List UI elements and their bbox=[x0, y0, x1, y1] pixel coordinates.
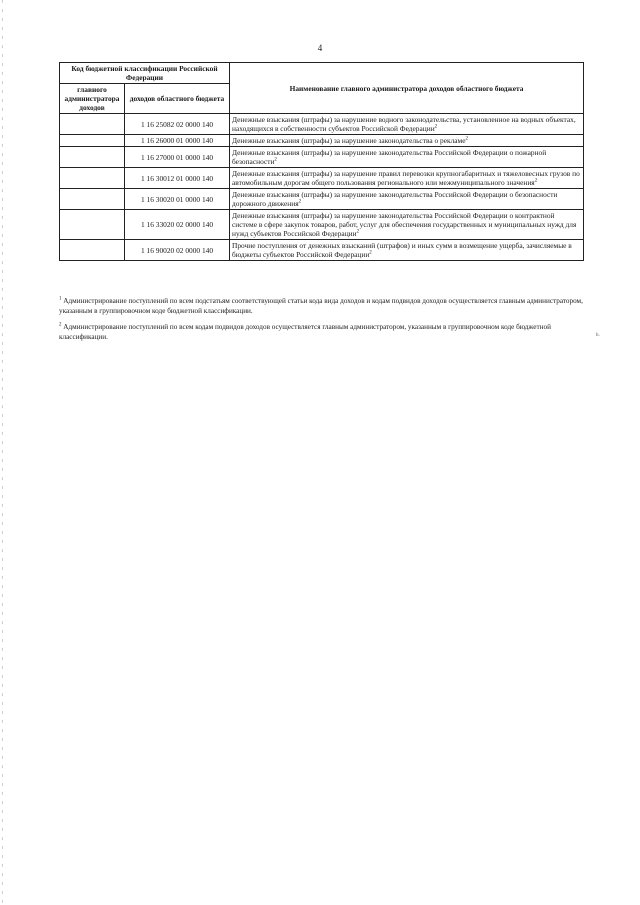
scan-edge-artifact bbox=[2, 0, 3, 905]
revenue-name-cell bbox=[230, 135, 584, 147]
footnote-ref: 2 bbox=[434, 124, 438, 130]
table-row bbox=[60, 210, 584, 240]
footnote-text: Администрирование поступлений по всем кодам подвидов доходов осуществляется главным администратором, указанным в группировочном коде бюджетной классификации. bbox=[59, 323, 551, 341]
footnote-mark: 1 bbox=[59, 296, 62, 302]
footnotes bbox=[59, 297, 584, 349]
table-row bbox=[60, 135, 584, 147]
table-header-row bbox=[60, 63, 584, 84]
footnote-ref: 2 bbox=[298, 199, 302, 205]
revenue-name-cell bbox=[230, 240, 584, 261]
footnote-ref: 2 bbox=[356, 229, 360, 235]
revenue-name-cell bbox=[230, 147, 584, 168]
page-number: 4 bbox=[317, 43, 323, 53]
revenue-code-cell: 1 16 25082 02 0000 140 bbox=[125, 114, 230, 135]
table-row bbox=[60, 147, 584, 168]
revenue-name-text: Денежные взыскания (штрафы) за нарушение законодательства о рекламе bbox=[232, 136, 466, 145]
revenue-code-cell: 1 16 90020 02 0000 140 bbox=[125, 240, 230, 261]
footnote-ref: 2 bbox=[465, 136, 469, 142]
admin-cell bbox=[60, 189, 125, 210]
revenue-name-text: Денежные взыскания (штрафы) за нарушение законодательства Российской Федерации о пожарной безопасности bbox=[232, 148, 547, 166]
admin-cell bbox=[60, 135, 125, 147]
footnote-text: Администрирование поступлений по всем подстатьям соответствующей статьи кода вида доходов и кодам подвидов доходов осуществляется главным администратором, указанным в группировочном коде бюджетной классификации. bbox=[59, 297, 583, 315]
revenue-code-cell: 1 16 26000 01 0000 140 bbox=[125, 135, 230, 147]
scan-mark: b. bbox=[596, 333, 600, 338]
admin-cell bbox=[60, 240, 125, 261]
header-classification-code: Код бюджетной классификации Российской Федерации bbox=[60, 63, 230, 84]
revenue-code-cell: 1 16 30020 01 0000 140 bbox=[125, 189, 230, 210]
revenue-name-text: Денежные взыскания (штрафы) за нарушение правил перевозки крупногабаритных и тяжеловесных грузов по автомобильным дорогам общего пользования регионального или межмуниципального значения bbox=[232, 169, 580, 187]
revenue-code-cell: 1 16 33020 02 0000 140 bbox=[125, 210, 230, 240]
admin-cell bbox=[60, 168, 125, 189]
table-row bbox=[60, 189, 584, 210]
table-row bbox=[60, 240, 584, 261]
revenue-name-text: Денежные взыскания (штрафы) за нарушение законодательства Российской Федерации о контрактной системе в сфере закупок товаров, работ, услуг для обеспечения государственных и муниципальных нужд для нужд субъектов Российской Федерации bbox=[232, 211, 577, 238]
footnote-ref: 2 bbox=[534, 178, 538, 184]
admin-cell bbox=[60, 210, 125, 240]
budget-classification-table bbox=[59, 62, 584, 261]
header-revenue-code: доходов областного бюджета bbox=[125, 84, 230, 114]
table-row bbox=[60, 168, 584, 189]
admin-cell bbox=[60, 147, 125, 168]
revenue-code-cell: 1 16 27000 01 0000 140 bbox=[125, 147, 230, 168]
footnote-1 bbox=[59, 297, 584, 316]
footnote-mark: 2 bbox=[59, 322, 62, 328]
revenue-name-cell bbox=[230, 114, 584, 135]
admin-cell bbox=[60, 114, 125, 135]
revenue-name-cell bbox=[230, 189, 584, 210]
footnote-2 bbox=[59, 323, 584, 342]
revenue-name-cell bbox=[230, 168, 584, 189]
revenue-name-text: Денежные взыскания (штрафы) за нарушение водного законодательства, установленное на водных объектах, находящихся в собственности субъектов Российской Федерации bbox=[232, 115, 576, 133]
header-main-administrator: главного администратора доходов bbox=[60, 84, 125, 114]
header-administrator-name: Наименование главного администратора доходов областного бюджета bbox=[230, 63, 584, 114]
revenue-code-cell: 1 16 30012 01 0000 140 bbox=[125, 168, 230, 189]
footnote-ref: 2 bbox=[274, 157, 277, 163]
revenue-name-text: Денежные взыскания (штрафы) за нарушение законодательства Российской Федерации о безопасности дорожного движения bbox=[232, 190, 558, 208]
revenue-name-text: Прочие поступления от денежных взысканий (штрафов) и иных сумм в возмещение ущерба, зачисляемые в бюджеты субъектов Российской Федерации bbox=[232, 241, 572, 259]
revenue-name-cell bbox=[230, 210, 584, 240]
footnote-ref: 2 bbox=[369, 250, 372, 256]
table-row bbox=[60, 114, 584, 135]
